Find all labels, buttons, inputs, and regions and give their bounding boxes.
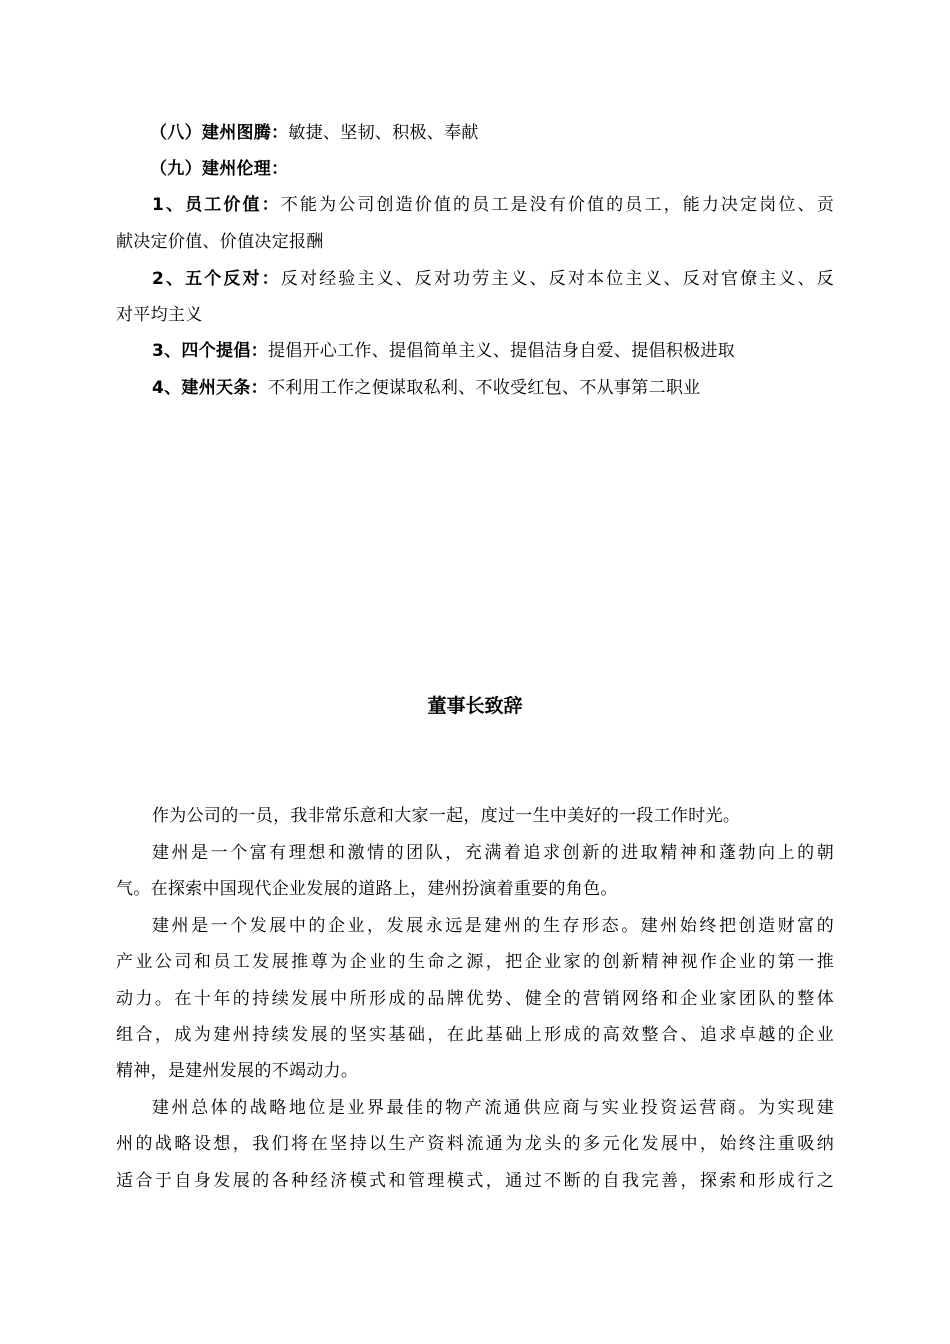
section-title: 董事长致辞 xyxy=(427,695,523,717)
item-ethics-label: （九）建州伦理： xyxy=(150,159,289,179)
paragraph-2-line-2: 气。在探索中国现代企业发展的道路上，建州扮演着重要的角色。 xyxy=(116,879,618,899)
sub-item-five-oppositions-label: 2、五个反对： xyxy=(152,269,281,289)
sub-item-five-oppositions-text: 反对经验主义、反对功劳主义、反对本位主义、反对官僚主义、反 xyxy=(280,269,834,289)
paragraph-2-line-1: 建州是一个富有理想和激情的团队，充满着追求创新的进取精神和蓬勃向上的朝 xyxy=(152,843,834,863)
sub-item-commandments-label: 4、建州天条： xyxy=(152,378,268,398)
sub-item-commandments xyxy=(152,375,834,401)
paragraph-3-line-4: 组合，成为建州持续发展的坚实基础，在此基础上形成的高效整合、追求卓越的企业 xyxy=(116,1025,834,1045)
sub-item-four-advocacies xyxy=(152,338,834,364)
paragraph-3-line-3: 动力。在十年的持续发展中所形成的品牌优势、健全的营销网络和企业家团队的整体 xyxy=(116,989,834,1009)
sub-item-four-advocacies-text: 提倡开心工作、提倡简单主义、提倡洁身自爱、提倡积极进取 xyxy=(267,341,736,361)
sub-item-five-oppositions xyxy=(152,266,834,292)
sub-item-employee-value-cont: 献决定价值、价值决定报酬 xyxy=(116,232,324,252)
item-ethics xyxy=(150,156,834,182)
item-totem-text: 敏捷、坚韧、积极、奉献 xyxy=(288,123,479,143)
paragraph-4-line-1: 建州总体的战略地位是业界最佳的物产流通供应商与实业投资运营商。为实现建 xyxy=(152,1098,834,1118)
paragraph-3-line-2: 产业公司和员工发展推尊为企业的生命之源，把企业家的创新精神视作企业的第一推 xyxy=(116,952,834,972)
paragraph-4-line-3: 适合于自身发展的各种经济模式和管理模式，通过不断的自我完善，探索和形成行之 xyxy=(116,1171,834,1191)
item-totem-label: （八）建州图腾： xyxy=(150,123,289,143)
sub-item-employee-value-label: 1、员工价值： xyxy=(152,195,281,215)
paragraph-3-line-1: 建州是一个发展中的企业，发展永远是建州的生存形态。建州始终把创造财富的 xyxy=(152,916,834,936)
paragraph-3-line-5: 精神，是建州发展的不竭动力。 xyxy=(116,1061,359,1081)
sub-item-commandments-text: 不利用工作之便谋取私利、不收受红包、不从事第二职业 xyxy=(267,378,701,398)
paragraph-1-line-1: 作为公司的一员，我非常乐意和大家一起，度过一生中美好的一段工作时光。 xyxy=(152,806,741,826)
sub-item-four-advocacies-label: 3、四个提倡： xyxy=(152,341,268,361)
sub-item-employee-value xyxy=(152,192,834,218)
item-totem xyxy=(150,120,834,146)
sub-item-five-oppositions-cont: 对平均主义 xyxy=(116,305,203,325)
sub-item-employee-value-text: 不能为公司创造价值的员工是没有价值的员工，能力决定岗位、贡 xyxy=(280,195,834,215)
paragraph-4-line-2: 州的战略设想，我们将在坚持以生产资料流通为龙头的多元化发展中，始终注重吸纳 xyxy=(116,1134,834,1154)
